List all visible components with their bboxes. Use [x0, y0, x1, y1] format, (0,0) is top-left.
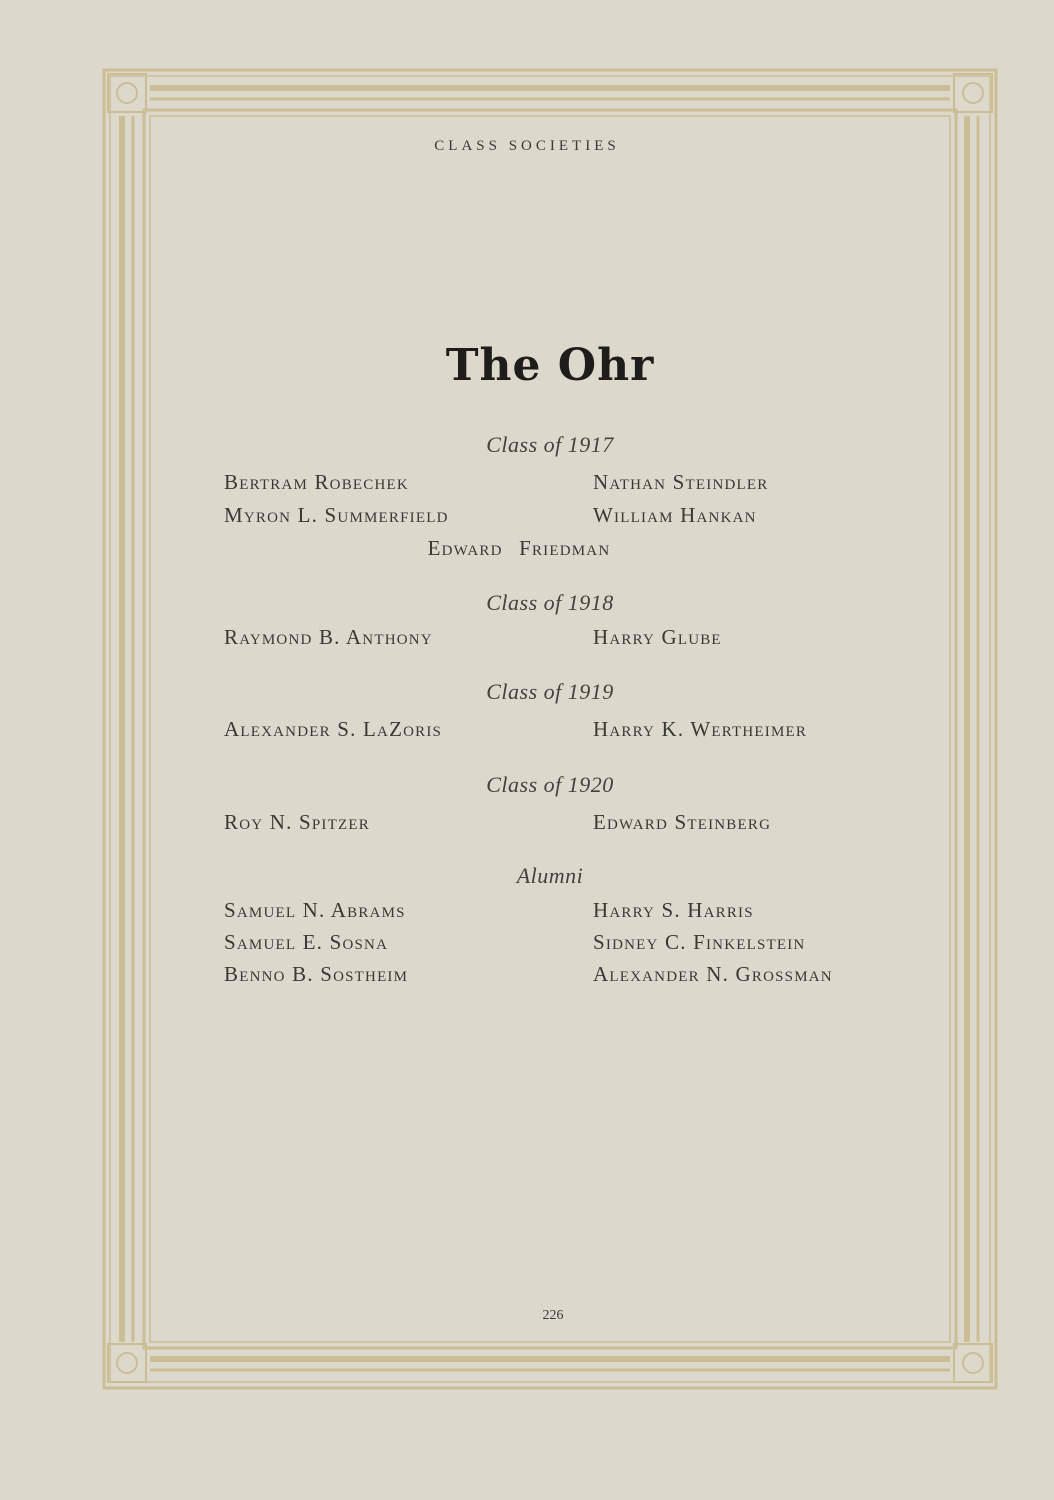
- member-name: Edward Steinberg: [593, 810, 772, 834]
- member-name: Harry Glube: [593, 625, 722, 649]
- member-name: Myron L. Summerfield: [224, 503, 449, 527]
- member-name: Edward Friedman: [427, 536, 611, 560]
- member-name: Roy N. Spitzer: [224, 810, 370, 834]
- member-name: Harry K. Wertheimer: [593, 717, 808, 741]
- page-number: 226: [542, 1308, 564, 1323]
- member-name: Sidney C. Finkelstein: [593, 930, 806, 954]
- member-name: Alexander N. Grossman: [593, 962, 833, 986]
- running-head: CLASS SOCIETIES: [434, 138, 620, 154]
- section-label: Class of 1920: [486, 772, 614, 797]
- section-label: Alumni: [516, 863, 584, 888]
- section-label: Class of 1917: [486, 432, 614, 457]
- member-name: Raymond B. Anthony: [224, 625, 433, 649]
- member-name: Nathan Steindler: [593, 470, 769, 494]
- member-name: Alexander S. LaZoris: [224, 717, 443, 741]
- member-name: Samuel N. Abrams: [224, 898, 406, 922]
- page-title: The Ohr: [445, 340, 655, 391]
- member-name: Bertram Robechek: [224, 470, 409, 494]
- member-name: Benno B. Sostheim: [224, 962, 409, 986]
- member-name: Samuel E. Sosna: [224, 930, 389, 954]
- section-label: Class of 1918: [486, 590, 614, 615]
- section-label: Class of 1919: [486, 679, 614, 704]
- member-name: William Hankan: [593, 503, 757, 527]
- member-name: Harry S. Harris: [593, 898, 754, 922]
